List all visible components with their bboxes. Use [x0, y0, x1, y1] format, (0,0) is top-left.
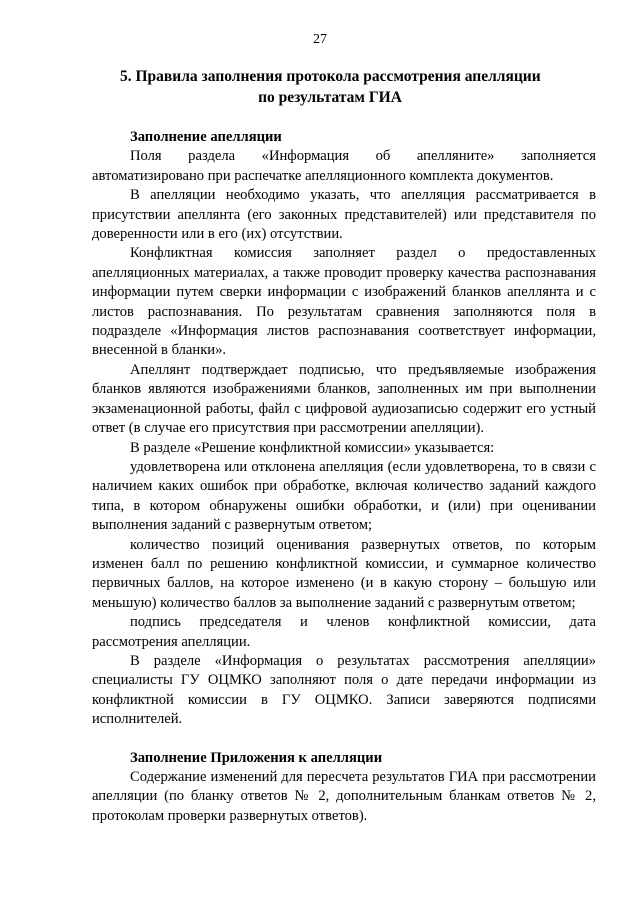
paragraph: Апеллянт подтверждает подписью, что предъявляемые изображения бланков являются изображениями бланков, заполненных им при выполнении экзаменационной работы, файл с цифровой аудиозаписью содержит его устный ответ (в случае его присутствия при рассмотрении апелляции).	[92, 361, 596, 437]
document-body	[92, 128, 596, 826]
list-item: количество позиций оценивания развернутых ответов, по которым изменен балл по решению конфликтной комиссии, и суммарное количество первичных баллов, на которое изменено (и в какую сторону – большую или меньшую) количество баллов за выполнение заданий с развернутым ответом;	[92, 536, 596, 611]
section-title-line-1: 5. Правила заполнения протокола рассмотрения апелляции	[120, 68, 541, 85]
page-number: 27	[313, 32, 327, 47]
paragraph: Конфликтная комиссия заполняет раздел о предоставленных апелляционных материалах, а также проводит проверку качества распознавания информации путем сверки информации с изображений бланков апеллянта и с листов распознавания. По результатам сравнения заполняются поля в подразделе «Информация листов распознавания соответствует информации, внесенной в бланки».	[92, 245, 596, 359]
section-title	[120, 66, 540, 108]
heading-appendix-filling: Заполнение Приложения к апелляции	[130, 749, 383, 766]
paragraph: В разделе «Информация о результатах рассмотрения апелляции» специалисты ГУ ОЦМКО заполняют поля о дате передачи информации из конфликтной комиссии в ГУ ОЦМКО. Записи заверяются подписями исполнителей.	[92, 652, 596, 728]
paragraph: В разделе «Решение конфликтной комиссии» указывается:	[130, 439, 495, 456]
section-title-line-2: по результатам ГИА	[258, 89, 402, 106]
list-item: удовлетворена или отклонена апелляция (если удовлетворена, то в связи с наличием каких ошибок при обработке, включая количество заданий каждого типа, в котором обнаружены ошибки обработки, и (или) при оценивании выполнения заданий с развернутым ответом;	[92, 458, 596, 534]
heading-appeal-filling: Заполнение апелляции	[130, 129, 282, 145]
paragraph: Содержание изменений для пересчета результатов ГИА при рассмотрении апелляции (по бланку ответов № 2, дополнительным бланкам ответов № 2, протоколам проверки развернутых ответов).	[92, 769, 596, 824]
list-item: подпись председателя и членов конфликтной комиссии, дата рассмотрения апелляции.	[92, 614, 596, 650]
paragraph: В апелляции необходимо указать, что апелляция рассматривается в присутствии апеллянта (его законных представителей) или представителя по доверенности или в его (их) отсутствии.	[92, 187, 596, 243]
paragraph: Поля раздела «Информация об апелляните» заполняется автоматизировано при распечатке апелляционного комплекта документов.	[92, 148, 596, 184]
